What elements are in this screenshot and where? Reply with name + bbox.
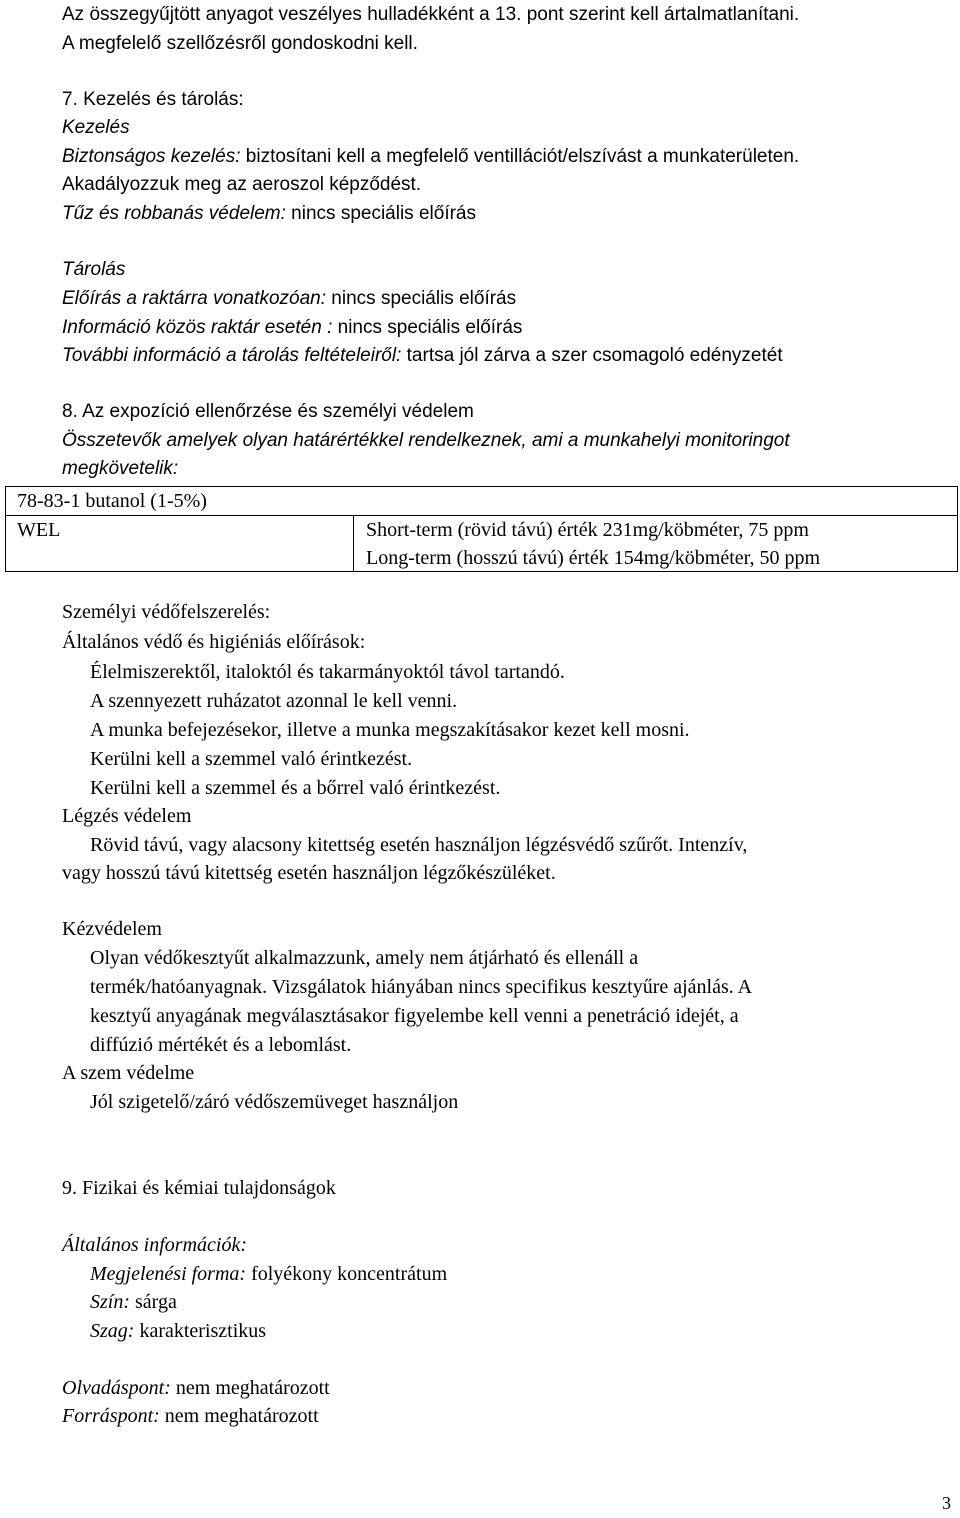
hand-protection-text-1: Olyan védőkesztyűt alkalmazzunk, amely nem átjárható és ellenáll a bbox=[90, 947, 639, 969]
storeroom-label: Előírás a raktárra vonatkozóan: bbox=[62, 288, 327, 309]
limit-components-line-2: megkövetelik: bbox=[62, 458, 179, 479]
eye-protection-heading: A szem védelme bbox=[62, 1062, 195, 1084]
odor-label: Szag: bbox=[90, 1320, 135, 1342]
ventilation-text: A megfelelő szellőzésről gondoskodni kell. bbox=[62, 33, 418, 54]
safe-handling-line bbox=[62, 147, 799, 166]
respiratory-text-2: vagy hosszú távú kitettség esetén használjon légzőkészüléket. bbox=[62, 862, 556, 884]
shared-storage-text: nincs speciális előírás bbox=[332, 317, 523, 338]
section-7-title: 7. Kezelés és tárolás: bbox=[62, 89, 244, 110]
fire-protection-label: Tűz és robbanás védelem: bbox=[62, 203, 286, 224]
respiratory-heading: Légzés védelem bbox=[62, 805, 192, 827]
hand-protection-heading: Kézvédelem bbox=[62, 918, 162, 940]
table-wel-label: WEL bbox=[17, 519, 61, 541]
hygiene-item-4: Kerülni kell a szemmel való érintkezést. bbox=[90, 748, 413, 770]
table-long-term-value: Long-term (hosszú távú) érték 154mg/köbméter, 50 ppm bbox=[366, 547, 821, 569]
storage-heading: Tárolás bbox=[62, 259, 126, 280]
shared-storage-label: Információ közös raktár esetén : bbox=[62, 317, 333, 338]
disposal-text: Az összegyűjtött anyagot veszélyes hulladékként a 13. pont szerint kell ártalmatlanítani. bbox=[62, 4, 800, 25]
odor-line bbox=[90, 1321, 266, 1341]
shared-storage-line bbox=[62, 318, 522, 337]
storeroom-text: nincs speciális előírás bbox=[326, 288, 517, 309]
appearance-line bbox=[90, 1264, 447, 1284]
table-substance-header: 78-83-1 butanol (1-5%) bbox=[17, 490, 207, 512]
table-column-divider bbox=[353, 515, 354, 571]
aerosol-text: Akadályozzuk meg az aeroszol képződést. bbox=[62, 174, 422, 195]
hygiene-item-1: Élelmiszerektől, italoktól és takarmányoktól távol tartandó. bbox=[90, 661, 565, 683]
hand-protection-text-4: diffúzió mértékét és a lebomlást. bbox=[90, 1034, 352, 1056]
table-row-divider bbox=[6, 515, 957, 516]
storage-conditions-text: tartsa jól zárva a szer csomagoló edényzetét bbox=[401, 345, 783, 366]
boiling-point-label: Forráspont: bbox=[62, 1405, 160, 1427]
hygiene-item-5: Kerülni kell a szemmel és a bőrrel való érintkezést. bbox=[90, 777, 501, 799]
melting-point-label: Olvadáspont: bbox=[62, 1377, 171, 1399]
safe-handling-label: Biztonságos kezelés: bbox=[62, 146, 241, 167]
melting-point-value: nem meghatározott bbox=[170, 1377, 330, 1399]
boiling-point-line bbox=[62, 1406, 319, 1426]
eye-protection-text: Jól szigetelő/záró védőszemüveget használjon bbox=[90, 1091, 459, 1113]
exposure-limits-table bbox=[5, 486, 958, 572]
storeroom-line bbox=[62, 289, 516, 308]
limit-components-line-1: Összetevők amelyek olyan határértékkel rendelkeznek, ami a munkahelyi monitoringot bbox=[62, 430, 790, 451]
odor-value: karakterisztikus bbox=[134, 1320, 267, 1342]
hand-protection-text-2: termék/hatóanyagnak. Vizsgálatok hiányában nincs specifikus kesztyűre ajánlás. A bbox=[90, 976, 753, 998]
safe-handling-text: biztosítani kell a megfelelő ventillációt/elszívást a munkaterületen. bbox=[240, 146, 800, 167]
hygiene-item-2: A szennyezett ruházatot azonnal le kell venni. bbox=[90, 690, 458, 712]
color-value: sárga bbox=[130, 1291, 177, 1313]
section-8-title: 8. Az expozíció ellenőrzése és személyi védelem bbox=[62, 401, 474, 422]
general-info-heading: Általános információk: bbox=[62, 1234, 247, 1256]
respiratory-text-1: Rövid távú, vagy alacsony kitettség esetén használjon légzésvédő szűrőt. Intenzív, bbox=[90, 834, 748, 856]
boiling-point-value: nem meghatározott bbox=[159, 1405, 319, 1427]
general-hygiene-heading: Általános védő és higiéniás előírások: bbox=[62, 631, 366, 653]
ppe-heading: Személyi védőfelszerelés: bbox=[62, 601, 271, 623]
color-line bbox=[90, 1292, 177, 1312]
section-9-title: 9. Fizikai és kémiai tulajdonságok bbox=[62, 1177, 336, 1199]
hygiene-item-3: A munka befejezésekor, illetve a munka megszakításakor kezet kell mosni. bbox=[90, 719, 690, 741]
table-short-term-value: Short-term (rövid távú) érték 231mg/köbméter, 75 ppm bbox=[366, 519, 809, 541]
fire-protection-line bbox=[62, 204, 476, 223]
storage-conditions-label: További információ a tárolás feltételeiről: bbox=[62, 345, 402, 366]
appearance-label: Megjelenési forma: bbox=[90, 1263, 247, 1285]
storage-conditions-line bbox=[62, 346, 783, 365]
hand-protection-text-3: kesztyű anyagának megválasztásakor figyelembe kell venni a penetráció idejét, a bbox=[90, 1005, 739, 1027]
melting-point-line bbox=[62, 1378, 330, 1398]
fire-protection-text: nincs speciális előírás bbox=[285, 203, 476, 224]
appearance-value: folyékony koncentrátum bbox=[246, 1263, 448, 1285]
color-label: Szín: bbox=[90, 1291, 130, 1313]
handling-heading: Kezelés bbox=[62, 117, 130, 138]
page-number: 3 bbox=[942, 1493, 951, 1513]
